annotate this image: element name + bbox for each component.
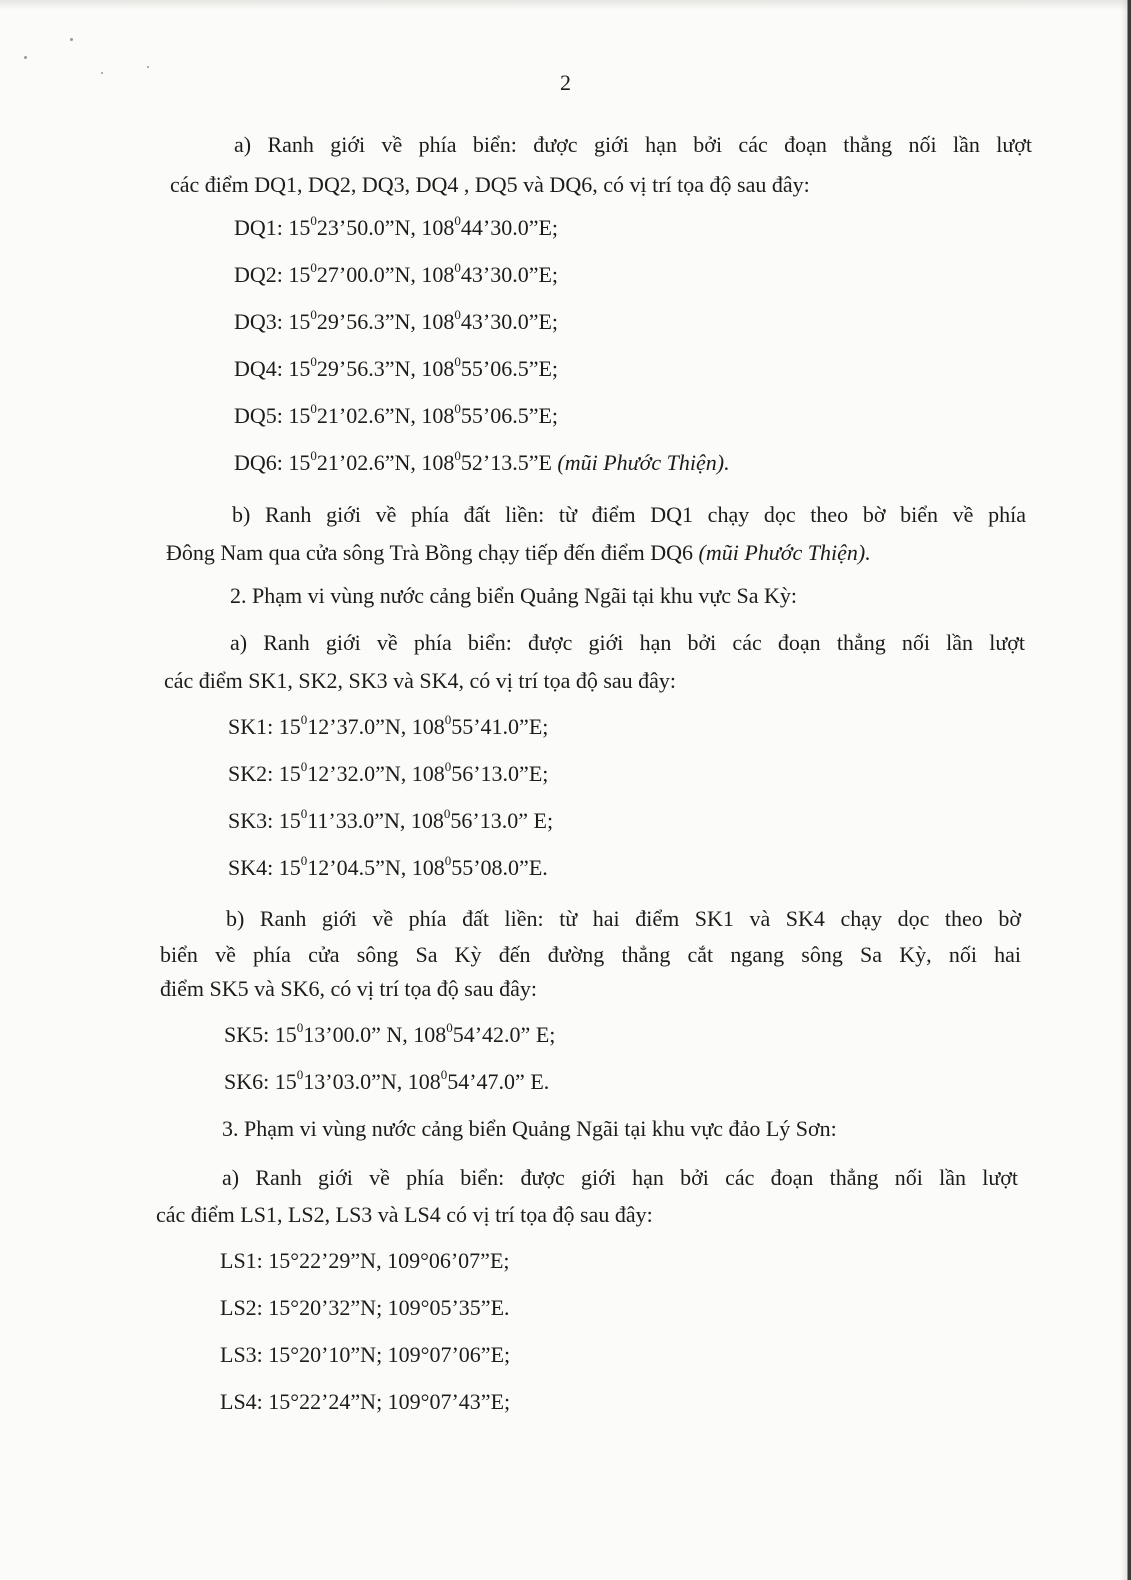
scan-edge-top <box>0 0 1131 10</box>
coordinate-line-ls3: LS3: 15°20’10”N; 109°07’06”E; <box>220 1342 511 1367</box>
coordinate-line-sk5: SK5: $15^013’00.0$” N, $108^054’42.0$” E; <box>224 1019 556 1047</box>
paragraph-line: Đông Nam qua cửa sông Trà Bồng chạy tiếp đến điểm DQ6 (mũi Phước Thiện). <box>166 540 871 565</box>
paragraph-line: b) Ranh giới về phía đất liền: từ điểm DQ1 chạy dọc theo bờ biển về phía <box>232 502 1026 527</box>
paragraph-line: a) Ranh giới về phía biển: được giới hạn bởi các đoạn thẳng nối lần lượt <box>234 132 1032 157</box>
coordinate-line-sk1: SK1: $15^012’37.0”N$, $108^055’41.0”E$; <box>228 711 549 739</box>
section-heading-ly-son: 3. Phạm vi vùng nước cảng biển Quảng Ngãi tại khu vực đảo Lý Sơn: <box>222 1116 837 1141</box>
paragraph-line: điểm SK5 và SK6, có vị trí tọa độ sau đây: <box>160 976 538 1001</box>
paragraph-line: b) Ranh giới về phía đất liền: từ hai điểm SK1 và SK4 chạy dọc theo bờ <box>226 906 1021 931</box>
paragraph-line: biển về phía cửa sông Sa Kỳ đến đường thẳng cắt ngang sông Sa Kỳ, nối hai <box>160 942 1021 967</box>
coordinate-line-ls2: LS2: 15°20’32”N; 109°05’35”E. <box>220 1295 510 1320</box>
paragraph-line: a) Ranh giới về phía biển: được giới hạn bởi các đoạn thẳng nối lần lượt <box>222 1165 1018 1190</box>
paragraph-line: a) Ranh giới về phía biển: được giới hạn bởi các đoạn thẳng nối lần lượt <box>230 630 1025 655</box>
paragraph-line: các điểm SK1, SK2, SK3 và SK4, có vị trí tọa độ sau đây: <box>164 668 677 693</box>
scan-speck <box>147 66 149 68</box>
coordinate-line-sk3: SK3: $15^011’33.0”N$, $108^056’13.0$” E; <box>228 805 554 833</box>
coordinate-line-sk6: SK6: $15^013’03.0”N$, $108^054’47.0$” E. <box>224 1066 550 1094</box>
coordinate-line-dq2: DQ2: $15^027’00.0”N$, $108^043’30.0”E$; <box>234 259 559 287</box>
coordinate-line-dq4: DQ4: $15^029’56.3”N$, $108^055’06.5”E$; <box>234 353 559 381</box>
coordinate-line-ls4: LS4: 15°22’24”N; 109°07’43”E; <box>220 1389 511 1414</box>
paragraph-line: các điểm LS1, LS2, LS3 và LS4 có vị trí tọa độ sau đây: <box>156 1202 653 1227</box>
coordinate-line-sk2: SK2: $15^012’32.0”N$, $108^056’13.0”E$; <box>228 758 549 786</box>
coordinate-line-ls1: LS1: 15°22’29”N, 109°06’07”E; <box>220 1248 510 1273</box>
scan-edge-right <box>1121 0 1131 1580</box>
coordinate-line-dq3: DQ3: $15^029’56.3”N$, $108^043’30.0”E$; <box>234 306 559 334</box>
section-heading-sa-ky: 2. Phạm vi vùng nước cảng biển Quảng Ngãi tại khu vực Sa Kỳ: <box>230 583 798 608</box>
coordinate-line-dq5: DQ5: $15^021’02.6”N$, $108^055’06.5”E$; <box>234 400 559 428</box>
coordinate-line-sk4: SK4: $15^012’04.5”N$, $108^055’08.0”E$. <box>228 852 548 880</box>
coordinate-line-dq6: DQ6: $15^021’02.6”N$, $108^052’13.5”E$ (mũi Phước Thiện). <box>234 447 730 475</box>
scan-speck <box>24 56 27 59</box>
scan-speck <box>70 38 73 41</box>
paragraph-line: các điểm DQ1, DQ2, DQ3, DQ4 , DQ5 và DQ6, có vị trí tọa độ sau đây: <box>170 172 810 197</box>
coordinate-line-dq1: DQ1: $15^023’50.0”N$, $108^044’30.0”E$; <box>234 212 559 240</box>
page-number: 2 <box>560 70 571 95</box>
